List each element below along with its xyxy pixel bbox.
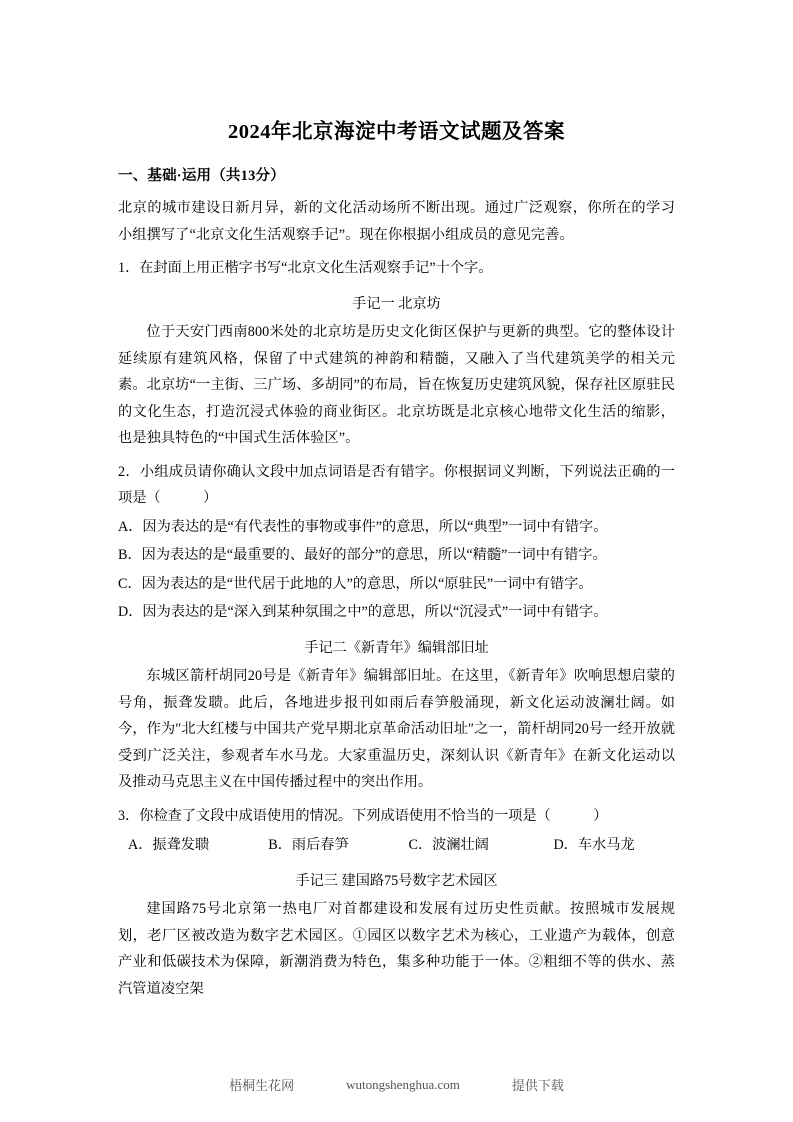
question-3-option-d: D．车水马龙 [553,837,635,853]
intro-paragraph: 北京的城市建设日新月异，新的文化活动场所不断出现。通过广泛观察，你所在的学习小组撰写了“北京文化生活观察手记”。现在你根据小组成员的意见完善。 [118,200,675,243]
question-3-options [118,832,675,859]
question-1: 1．在封面上用正楷字书写“北京文化生活观察手记”十个字。 [118,260,493,276]
question-2: 2．小组成员请你确认文段中加点词语是否有错字。你根据词义判断，下列说法正确的一项是（ ） [118,463,675,506]
question-3-option-c: C．波澜壮阔 [408,837,489,853]
footer-download: 提供下载 [511,1078,564,1093]
question-2-option-c: C．因为表达的是“世代居于此地的人”的意思，所以“原驻民”一词中有错字。 [118,575,593,592]
note-3-body: 建国路75号北京第一热电厂对首都建设和发展有过历史性贡献。按照城市发展规划，老厂区被改造为数字艺术园区。①园区以数字艺术为核心，工业遗产为载体，创意产业和低碳技术为保障，新潮消费为特色，集多种功能于一体。②粗细不等的供水、蒸汽管道凌空架 [118,901,675,997]
note-1-title: 手记一 北京坊 [352,295,441,312]
question-3-option-b: B．雨后春笋 [268,837,349,853]
note-1-body: 位于天安门西南800米处的北京坊是历史文化街区保护与更新的典型。它的整体设计延续原有建筑风格，保留了中式建筑的神韵和精髓，又融入了当代建筑美学的相关元素。北京坊“一主街、三广场、多胡同”的布局，旨在恢复历史建筑风貌，保存社区原驻民的文化生态，打造沉浸式体验的商业街区。北京坊既是北京核心地带文化生活的缩影，也是独具特色的“中国式生活体验区”。 [118,324,675,446]
question-2-option-d: D．因为表达的是“深入到某种氛围之中”的意思，所以“沉浸式”一词中有错字。 [118,604,608,620]
question-3: 3．你检查了文段中成语使用的情况。下列成语使用不恰当的一项是（ ） [118,807,608,824]
page-footer [0,1075,793,1094]
question-2-option-b: B．因为表达的是“最重要的、最好的部分”的意思，所以“精髓”一词中有错字。 [118,547,607,563]
page-title: 2024年北京海淀中考语文试题及答案 [228,121,565,143]
note-2-title: 手记二《新青年》编辑部旧址 [304,639,489,656]
footer-site: wutongshenghua.com [346,1076,460,1092]
note-2-body: 东城区箭杆胡同20号是《新青年》编辑部旧址。在这里，《新青年》吹响思想启蒙的号角，振聋发聩。此后，各地进步报刊如雨后春笋般涌现，新文化运动波澜壮阔。如今，作为″北大红楼与中国共产党早期北京革命活动旧址″之一，箭杆胡同20号一经开放就受到广泛关注，参观者车水马龙。大家重温历史，深刻认识《新青年》在新文化运动以及推动马克思主义在中国传播过程中的突出作用。 [118,668,675,790]
footer-brand: 梧桐生花网 [229,1078,295,1093]
note-3-title: 手记三 建国路75号数字艺术园区 [295,872,498,889]
question-2-option-a: A．因为表达的是“有代表性的事物或事件”的意思，所以“典型”一词中有错字。 [118,518,608,535]
question-3-option-a: A．振聋发聩 [128,837,210,853]
section-heading: 一、基础·运用（共13分） [118,168,285,184]
